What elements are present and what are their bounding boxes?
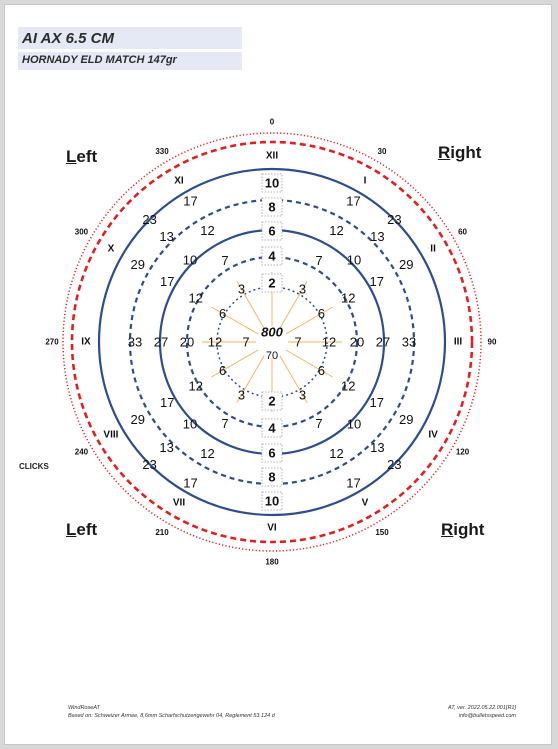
corner-letter: R: [438, 143, 451, 162]
ring-value: 20: [349, 334, 365, 350]
ring-value-boxed: 8: [268, 469, 276, 485]
ring-value: 7: [315, 415, 323, 431]
corner-label-bottom-right: [441, 520, 484, 540]
ring-value: 17: [183, 193, 198, 209]
page-subtitle: HORNADY ELD MATCH 147gr: [22, 54, 177, 66]
degree-label: 30: [377, 146, 387, 156]
degree-label: 330: [155, 146, 169, 156]
ring-value-boxed: 4: [268, 420, 276, 436]
degree-label: 180: [265, 557, 279, 567]
ring-value: 12: [329, 222, 344, 238]
ring-value: 13: [370, 439, 385, 455]
ring-value: 10: [346, 252, 362, 268]
ring-value: 6: [317, 306, 325, 321]
hour-label: IV: [428, 429, 438, 441]
ring-value: 3: [298, 387, 307, 403]
ring-value-boxed: 2: [268, 275, 276, 291]
ring-value: 12: [340, 290, 356, 306]
ring-value: 7: [221, 415, 229, 431]
spoke-line: [286, 307, 333, 334]
page-title: AI AX 6.5 CM: [22, 30, 114, 47]
ring-value: 20: [179, 334, 195, 350]
ring-value: 6: [317, 363, 325, 378]
ring-value: 13: [159, 229, 174, 245]
ring-value: 17: [183, 475, 198, 491]
hour-label: VI: [267, 522, 277, 534]
corner-rest: eft: [76, 520, 98, 539]
corner-letter: L: [66, 147, 77, 166]
footer-email: info@bulletsspeed.com: [458, 713, 516, 719]
ring-value: 23: [387, 456, 402, 472]
corner-rest: eft: [76, 147, 98, 166]
degree-label: 210: [155, 528, 169, 538]
ring-value: 27: [375, 334, 391, 350]
ring-value: 17: [346, 475, 361, 491]
ring-value: 12: [329, 446, 344, 462]
degree-label: 0: [269, 117, 275, 127]
footer-app-name: WindRoseAT: [68, 705, 100, 711]
ring-value: 10: [346, 416, 362, 432]
clicks-label: CLICKS: [19, 462, 49, 471]
degree-label: 270: [45, 337, 59, 347]
ring-0: [63, 133, 481, 551]
ring-value: 17: [369, 274, 385, 289]
degree-label: 60: [458, 227, 467, 237]
hour-label: II: [430, 243, 436, 255]
center-value: 70: [265, 350, 279, 362]
corner-label-top-left: [66, 147, 97, 167]
hour-label: XII: [265, 150, 279, 162]
ring-value: 33: [127, 334, 143, 350]
ring-value: 12: [200, 222, 215, 238]
ring-value-boxed: 8: [268, 199, 276, 215]
footer-left: [68, 704, 275, 720]
degree-label: 240: [74, 447, 89, 457]
footer-right: [448, 704, 516, 720]
ring-value-boxed: 6: [268, 445, 276, 461]
hour-label: III: [453, 336, 463, 348]
footer-source: Based on: Schweizer Armee, 8,6mm Scharfschutzengewehr 04, Reglement 53.124 d: [68, 713, 275, 719]
corner-rest: ight: [453, 520, 485, 539]
ring-value: 12: [188, 378, 204, 394]
ring-value: 23: [142, 212, 157, 228]
ring-value: 12: [200, 446, 215, 462]
ring-value: 17: [159, 395, 175, 410]
ring-value: 12: [207, 334, 223, 350]
hour-label: VIII: [103, 429, 119, 441]
footer-version: AT, ver. 2022.05.22.001[R1]: [448, 705, 516, 711]
labels-group: [45, 118, 497, 567]
degree-label: 90: [487, 337, 497, 347]
ring-value-boxed: 10: [264, 175, 280, 191]
spoke-line: [286, 350, 333, 377]
corner-letter: R: [441, 520, 454, 539]
ring-value: 10: [182, 252, 198, 268]
hour-label: IX: [81, 336, 91, 348]
ring-value: 29: [130, 257, 146, 272]
center-distance: 800: [261, 324, 283, 340]
ring-value: 7: [294, 334, 302, 350]
ring-value: 23: [387, 212, 402, 228]
ring-value-boxed: 10: [264, 493, 280, 509]
ring-value: 29: [130, 412, 146, 427]
hour-label: X: [107, 243, 115, 255]
ring-value: 27: [153, 334, 169, 350]
corner-label-bottom-left: [66, 520, 97, 540]
ring-value: 23: [142, 456, 157, 472]
ring-value: 12: [188, 290, 204, 306]
corner-label-top-right: [438, 143, 481, 163]
degree-label: 120: [455, 447, 470, 457]
ring-value: 7: [315, 253, 323, 269]
degree-label: 150: [375, 528, 389, 538]
ring-value: 13: [370, 229, 385, 245]
ring-value: 29: [398, 412, 414, 427]
corner-rest: ight: [450, 143, 482, 162]
hour-label: XI: [174, 175, 184, 187]
ring-value: 17: [369, 395, 385, 410]
hour-label: I: [363, 175, 367, 187]
corner-letter: L: [66, 520, 77, 539]
rings-group: [63, 133, 481, 551]
ring-value-boxed: 2: [268, 393, 276, 409]
ring-value: 6: [219, 306, 227, 321]
hour-label: V: [361, 497, 369, 509]
ring-value: 13: [159, 439, 174, 455]
ring-value: 17: [159, 274, 175, 289]
ring-value: 3: [298, 281, 307, 297]
degree-label: 300: [74, 227, 89, 237]
ring-value: 3: [237, 387, 246, 403]
ring-value: 7: [242, 334, 250, 350]
ring-value: 6: [219, 363, 227, 378]
ring-value: 29: [398, 257, 414, 272]
ring-value: 17: [346, 193, 361, 209]
ring-value-boxed: 4: [268, 248, 276, 264]
ring-value: 12: [321, 334, 337, 350]
ring-value: 33: [401, 334, 417, 350]
hour-label: VII: [172, 497, 186, 509]
ring-value: 10: [182, 416, 198, 432]
ring-value: 7: [221, 253, 229, 269]
ring-value-boxed: 6: [268, 223, 276, 239]
ring-value: 12: [340, 378, 356, 394]
ring-value: 3: [237, 281, 246, 297]
